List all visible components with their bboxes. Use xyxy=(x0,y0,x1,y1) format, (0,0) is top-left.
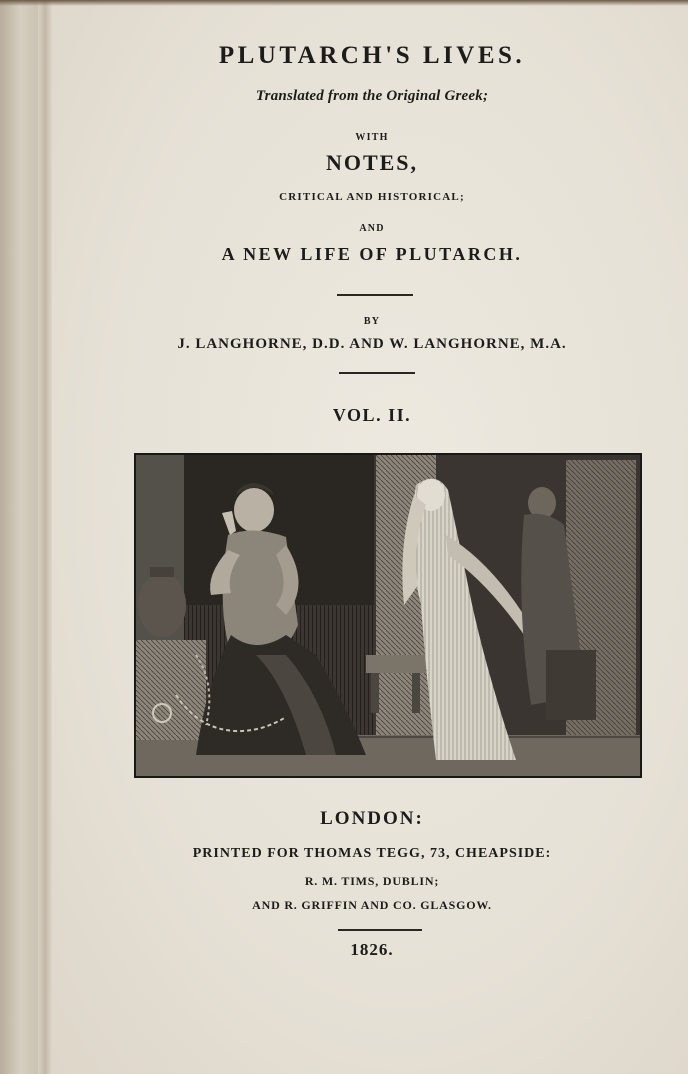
divider-rule xyxy=(339,372,415,374)
divider-rule xyxy=(338,929,422,931)
imprint-seller-dublin: R. M. TIMS, DUBLIN; xyxy=(304,874,440,888)
imprint-city: LONDON: xyxy=(320,808,424,829)
title-page xyxy=(52,0,688,1074)
authors-line: J. LANGHORNE, D.D. AND W. LANGHORNE, M.A. xyxy=(177,336,567,352)
by-label: BY xyxy=(363,316,381,327)
with-label: WITH xyxy=(355,132,389,143)
frontispiece-engraving xyxy=(134,453,642,778)
notes-heading: NOTES, xyxy=(325,150,419,175)
imprint-seller-glasgow: AND R. GRIFFIN AND CO. GLASGOW. xyxy=(252,898,492,912)
new-life-heading: A NEW LIFE OF PLUTARCH. xyxy=(221,244,523,264)
publication-year: 1826. xyxy=(350,940,394,959)
page-edge xyxy=(38,0,52,1074)
imprint-printer: PRINTED FOR THOMAS TEGG, 73, CHEAPSIDE: xyxy=(192,846,552,861)
divider-rule xyxy=(337,294,413,296)
and-label: AND xyxy=(359,223,385,234)
critical-label: CRITICAL AND HISTORICAL; xyxy=(279,191,465,203)
volume-label: VOL. II. xyxy=(332,405,412,425)
top-shadow xyxy=(0,0,688,6)
book-subtitle: Translated from the Original Greek; xyxy=(255,88,489,104)
book-title: PLUTARCH'S LIVES. xyxy=(218,42,526,69)
